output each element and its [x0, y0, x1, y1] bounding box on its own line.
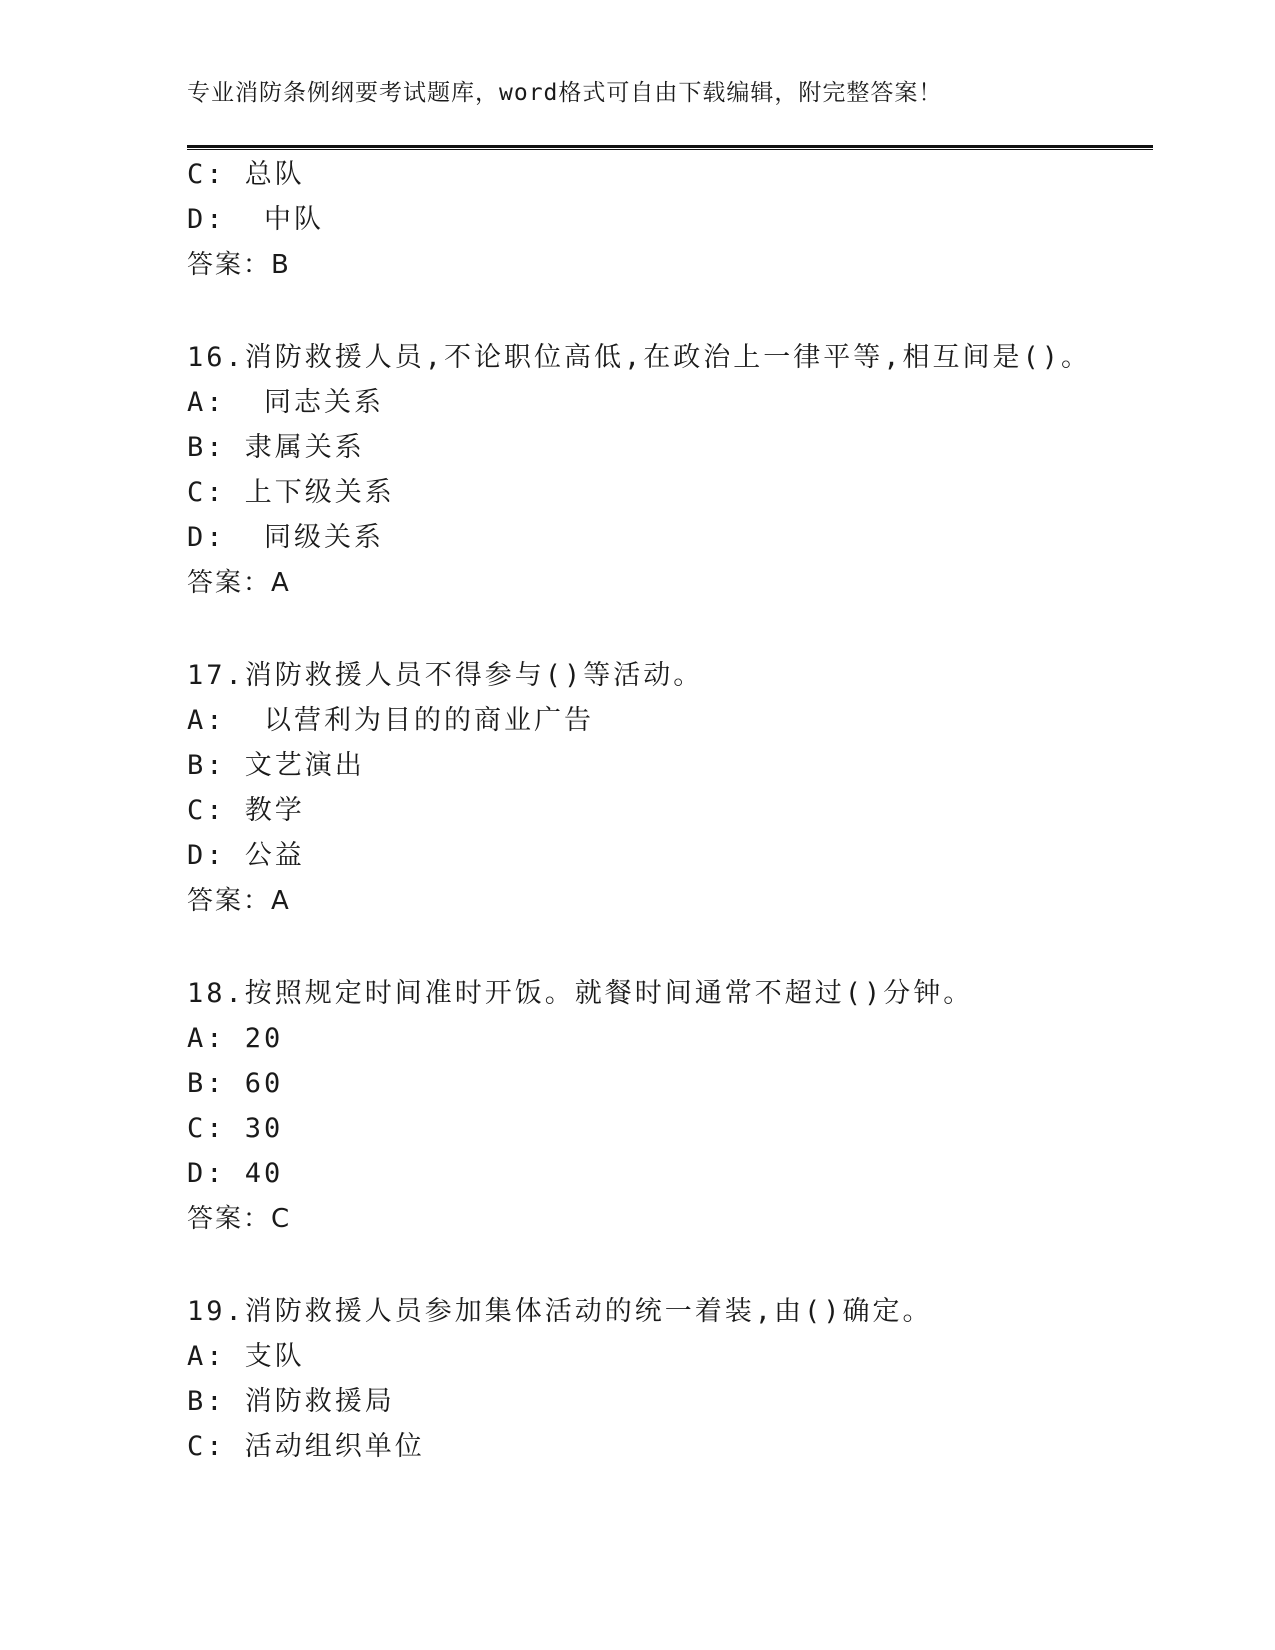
q18-option-a: A: 20 [187, 1023, 284, 1054]
header-rule [187, 145, 1153, 150]
option-d: D: 中队 [187, 204, 325, 235]
q18-answer: 答案：C [187, 1204, 292, 1234]
q18-option-b: B: 60 [187, 1068, 284, 1099]
page-header: 专业消防条例纲要考试题库，word格式可自由下载编辑，附完整答案！ [187, 80, 943, 106]
question-17: 17.消防救援人员不得参与()等活动。 [187, 660, 704, 691]
q16-option-a: A: 同志关系 [187, 387, 385, 418]
q17-option-b: B: 文艺演出 [187, 750, 365, 781]
answer-line: 答案：B [187, 250, 291, 280]
q16-answer: 答案：A [187, 568, 291, 598]
option-c: C: 总队 [187, 159, 305, 190]
question-16: 16.消防救援人员,不论职位高低,在政治上一律平等,相互间是()。 [187, 342, 1092, 373]
q19-option-b: B: 消防救援局 [187, 1386, 395, 1417]
q17-option-a: A: 以营利为目的的商业广告 [187, 705, 595, 736]
question-18: 18.按照规定时间准时开饭。就餐时间通常不超过()分钟。 [187, 978, 974, 1009]
q17-answer: 答案：A [187, 886, 291, 916]
q19-option-c: C: 活动组织单位 [187, 1431, 425, 1462]
question-19: 19.消防救援人员参加集体活动的统一着装,由()确定。 [187, 1296, 933, 1327]
q19-option-a: A: 支队 [187, 1341, 305, 1372]
q18-option-d: D: 40 [187, 1158, 284, 1189]
q18-option-c: C: 30 [187, 1113, 284, 1144]
q16-option-c: C: 上下级关系 [187, 477, 395, 508]
q17-option-c: C: 教学 [187, 795, 305, 826]
q16-option-b: B: 隶属关系 [187, 432, 365, 463]
q17-option-d: D: 公益 [187, 840, 305, 871]
q16-option-d: D: 同级关系 [187, 522, 385, 553]
